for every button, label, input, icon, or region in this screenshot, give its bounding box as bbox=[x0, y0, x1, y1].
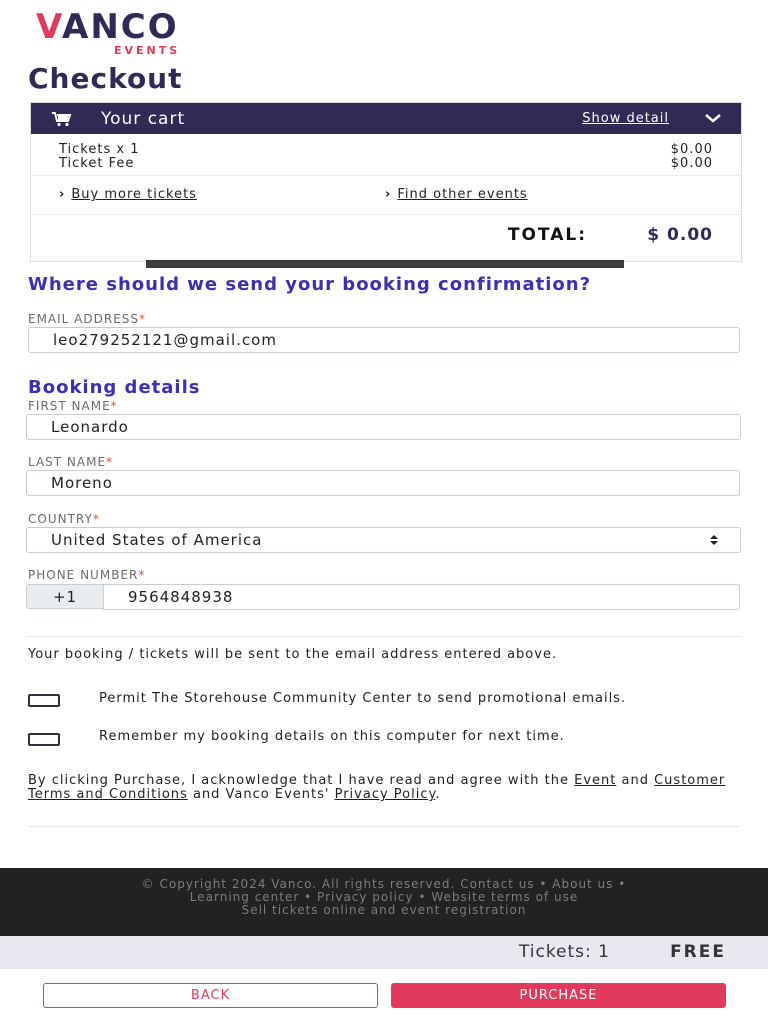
country-label bbox=[28, 512, 100, 526]
phone-label bbox=[28, 568, 145, 582]
customer-terms-link[interactable]: Customer Terms and Conditions bbox=[28, 773, 726, 802]
terms-acknowledgement bbox=[28, 774, 728, 802]
phone-country-code[interactable]: +1 bbox=[26, 584, 104, 609]
horizontal-scrollbar[interactable] bbox=[146, 260, 624, 268]
shopping-cart-icon bbox=[51, 111, 73, 127]
tickets-count: Tickets: 1 bbox=[518, 942, 610, 962]
page-title: Checkout bbox=[28, 62, 183, 95]
vanco-events-logo[interactable] bbox=[36, 7, 326, 57]
about-us-link[interactable]: About us bbox=[552, 877, 614, 891]
terms-text: . bbox=[435, 787, 441, 802]
cart-line-label: Tickets x 1 bbox=[59, 142, 140, 157]
cart-line-tickets bbox=[59, 143, 713, 157]
terms-text: and Vanco Events' bbox=[187, 787, 335, 802]
required-mark: * bbox=[139, 312, 147, 326]
terms-text: By clicking Purchase, I acknowledge that I have read and agree with the bbox=[28, 773, 575, 788]
chevron-down-icon[interactable] bbox=[703, 111, 723, 125]
email-label bbox=[28, 312, 146, 326]
event-terms-link[interactable]: Event bbox=[574, 773, 617, 788]
booking-details-title: Booking details bbox=[28, 377, 201, 398]
find-other-events-label: Find other events bbox=[397, 187, 528, 202]
required-mark: * bbox=[110, 399, 118, 413]
footer-separator: • bbox=[539, 877, 548, 891]
logo-wordmark: VANCO bbox=[36, 7, 179, 47]
logo-subtitle: EVENTS bbox=[114, 44, 181, 57]
chevron-right-icon: › bbox=[59, 187, 66, 202]
remember-details-label[interactable]: Remember my booking details on this computer for next time. bbox=[99, 729, 565, 744]
footer-tagline-link[interactable]: Sell tickets online and event registration bbox=[241, 903, 527, 917]
back-button[interactable]: BACK bbox=[43, 983, 378, 1008]
cart-line-amount: $0.00 bbox=[670, 142, 713, 157]
buy-more-tickets-label: Buy more tickets bbox=[71, 187, 197, 202]
required-mark: * bbox=[106, 455, 114, 469]
last-name-label bbox=[28, 455, 113, 469]
learning-center-link[interactable]: Learning center bbox=[189, 890, 300, 904]
first-name-label bbox=[28, 399, 118, 413]
email-label-text: EMAIL ADDRESS bbox=[28, 312, 140, 326]
cart-line-label: Ticket Fee bbox=[59, 156, 135, 171]
contact-us-link[interactable]: Contact us bbox=[460, 877, 535, 891]
footer-separator: • bbox=[418, 890, 427, 904]
divider bbox=[28, 826, 740, 827]
divider bbox=[28, 636, 740, 637]
cart-panel bbox=[30, 102, 742, 262]
cart-line-items bbox=[31, 134, 741, 176]
buy-more-tickets-link[interactable] bbox=[59, 187, 197, 202]
select-arrows-icon bbox=[708, 534, 720, 546]
website-terms-link[interactable]: Website terms of use bbox=[431, 890, 579, 904]
ticket-summary-bar bbox=[0, 936, 768, 969]
promotional-emails-checkbox[interactable] bbox=[28, 694, 60, 707]
total-label: TOTAL: bbox=[507, 225, 587, 245]
country-select-value: United States of America bbox=[51, 531, 263, 549]
terms-text: and bbox=[616, 773, 655, 788]
promotional-emails-label[interactable]: Permit The Storehouse Community Center to send promotional emails. bbox=[99, 691, 627, 706]
cart-total-row bbox=[31, 215, 741, 253]
copyright-text: © Copyright 2024 Vanco. All rights reserved. bbox=[141, 877, 456, 891]
cart-line-fee bbox=[59, 157, 713, 171]
email-notice: Your booking / tickets will be sent to the email address entered above. bbox=[28, 647, 558, 662]
country-label-text: COUNTRY bbox=[28, 512, 93, 526]
purchase-button[interactable]: PURCHASE bbox=[391, 983, 726, 1008]
show-detail-link[interactable]: Show detail bbox=[582, 111, 669, 126]
first-name-field[interactable]: Leonardo bbox=[26, 414, 741, 440]
cart-header[interactable] bbox=[31, 103, 741, 134]
footer-row bbox=[0, 868, 768, 891]
confirmation-section-title: Where should we send your booking confirmation? bbox=[28, 274, 592, 295]
first-name-label-text: FIRST NAME bbox=[28, 399, 111, 413]
cart-title: Your cart bbox=[101, 108, 186, 129]
total-value: $ 0.00 bbox=[647, 225, 713, 245]
required-mark: * bbox=[92, 512, 100, 526]
required-mark: * bbox=[138, 568, 146, 582]
privacy-policy-link[interactable]: Privacy Policy bbox=[334, 787, 436, 802]
footer-row bbox=[0, 904, 768, 917]
footer-separator: • bbox=[304, 890, 313, 904]
country-select[interactable] bbox=[26, 527, 741, 553]
find-other-events-link[interactable] bbox=[385, 187, 528, 202]
privacy-policy-footer-link[interactable]: Privacy policy bbox=[317, 890, 414, 904]
last-name-label-text: LAST NAME bbox=[28, 455, 107, 469]
phone-label-text: PHONE NUMBER bbox=[28, 568, 139, 582]
site-footer bbox=[0, 868, 768, 936]
chevron-right-icon: › bbox=[385, 187, 392, 202]
phone-field[interactable]: 9564848938 bbox=[103, 584, 740, 610]
tickets-price: FREE bbox=[670, 942, 726, 962]
footer-separator: • bbox=[618, 877, 627, 891]
email-field[interactable]: leo279252121@gmail.com bbox=[28, 327, 740, 353]
cart-line-amount: $0.00 bbox=[670, 156, 713, 171]
last-name-field[interactable]: Moreno bbox=[26, 470, 740, 496]
cart-links-row bbox=[31, 176, 741, 215]
remember-details-checkbox[interactable] bbox=[28, 733, 60, 746]
